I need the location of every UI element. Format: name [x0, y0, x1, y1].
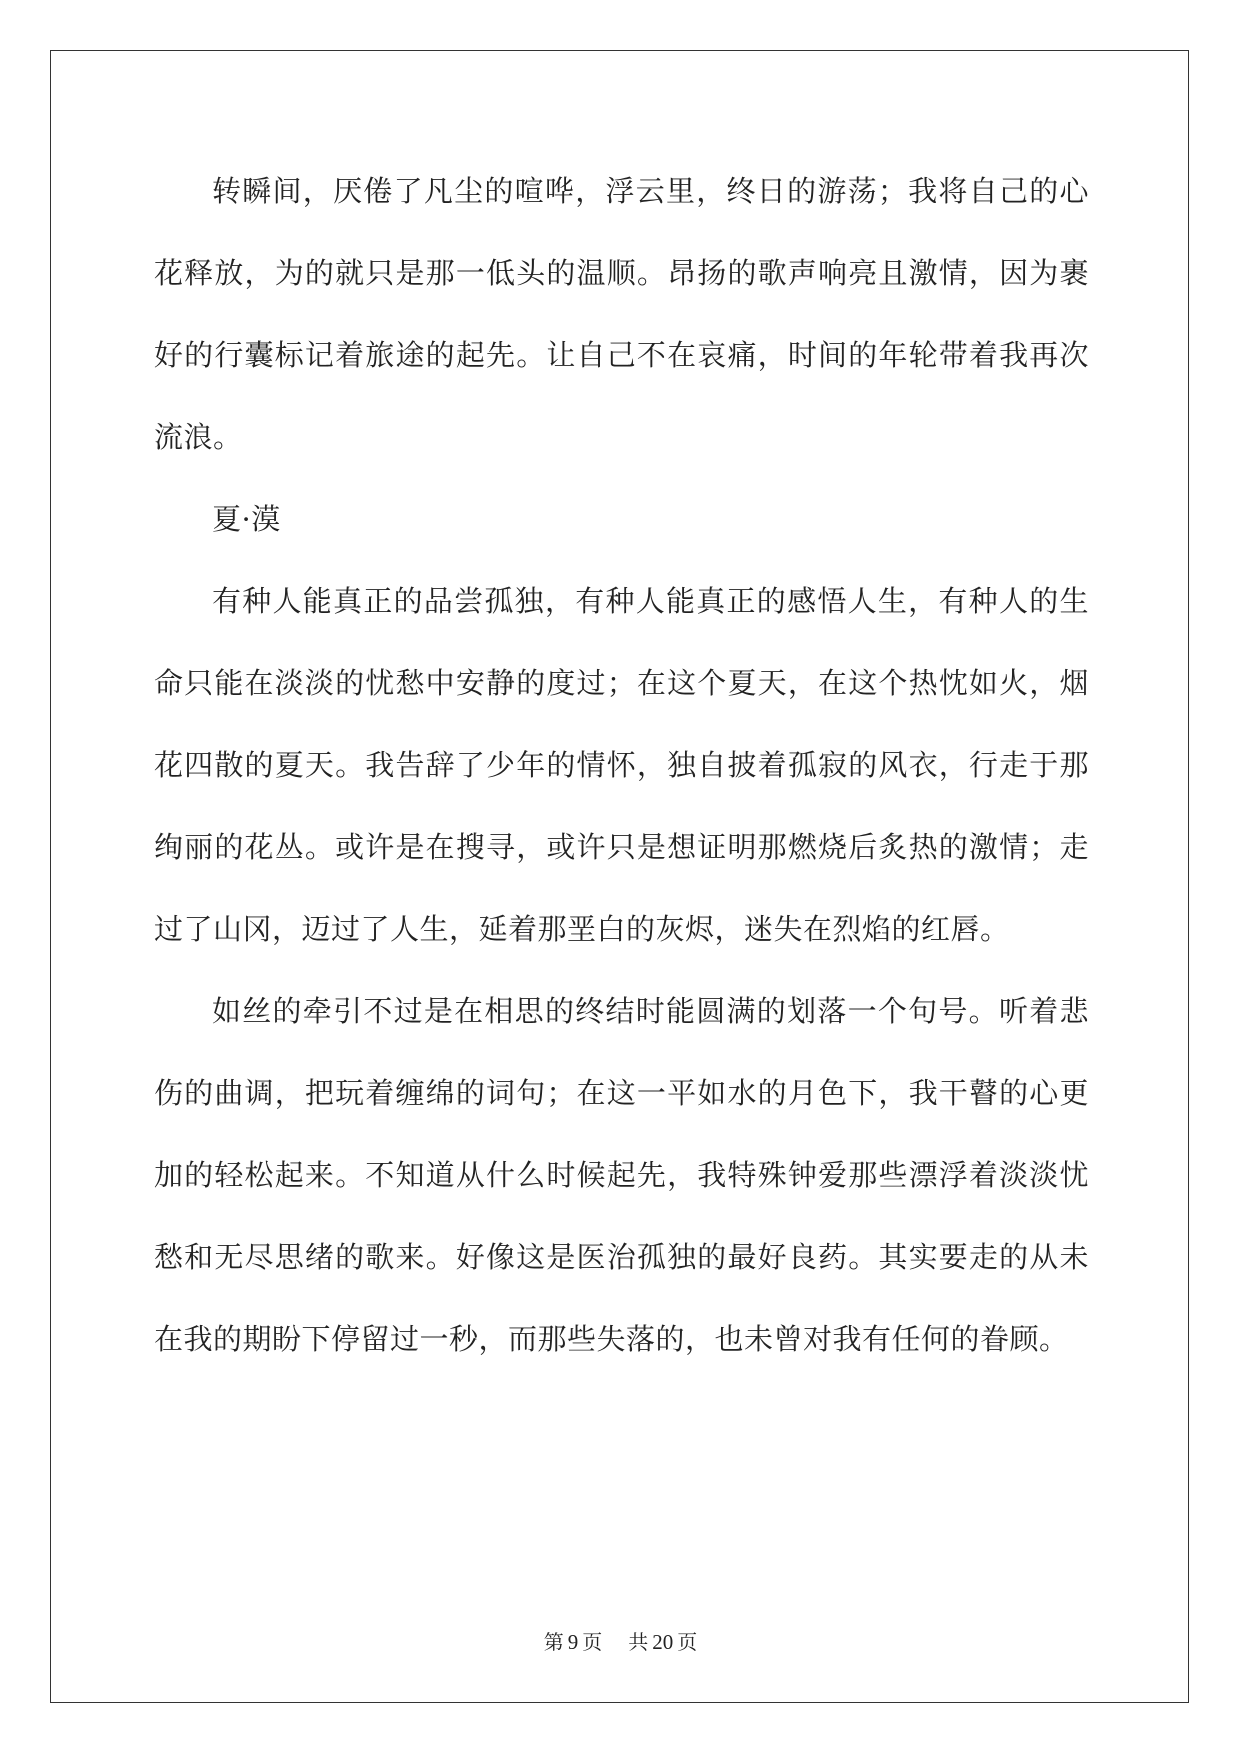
total-prefix: 共 [628, 1630, 649, 1654]
total-suffix: 页 [677, 1630, 698, 1654]
page-suffix: 页 [582, 1630, 603, 1654]
document-body [154, 150, 1089, 1380]
page-prefix: 第 [543, 1630, 564, 1654]
paragraph-3: 如丝的牵引不过是在相思的终结时能圆满的划落一个句号。听着悲伤的曲调，把玩着缠绵的词句；在这一平如水的月色下，我干瞽的心更加的轻松起来。不知道从什么时候起先，我特殊钟爱那些漂浮着淡淡忧愁和无尽思绪的歌来。好像这是医治孤独的最好良药。其实要走的从未在我的期盼下停留过一秒，而那些失落的，也未曾对我有任何的眷顾。 [154, 994, 1089, 1356]
section-heading: 夏·漠 [212, 502, 281, 536]
page-number: 9 [567, 1630, 579, 1654]
total-pages: 20 [652, 1630, 674, 1654]
paragraph-2: 有种人能真正的品尝孤独，有种人能真正的感悟人生，有种人的生命只能在淡淡的忧愁中安静的度过；在这个夏天，在这个热忱如火，烟花四散的夏天。我告辞了少年的情怀，独自披着孤寂的风衣，行走于那绚丽的花丛。或许是在搜寻，或许只是想证明那燃烧后炙热的激情；走过了山冈，迈过了人生，延着那垩白的灰烬，迷失在烈焰的红唇。 [154, 584, 1089, 946]
page-footer [0, 1626, 1241, 1655]
paragraph-1: 转瞬间，厌倦了凡尘的喧哗，浮云里，终日的游荡；我将自己的心花释放，为的就只是那一低头的温顺。昂扬的歌声响亮且激情，因为裹好的行囊标记着旅途的起先。让自己不在哀痛，时间的年轮带着我再次流浪。 [154, 174, 1089, 454]
